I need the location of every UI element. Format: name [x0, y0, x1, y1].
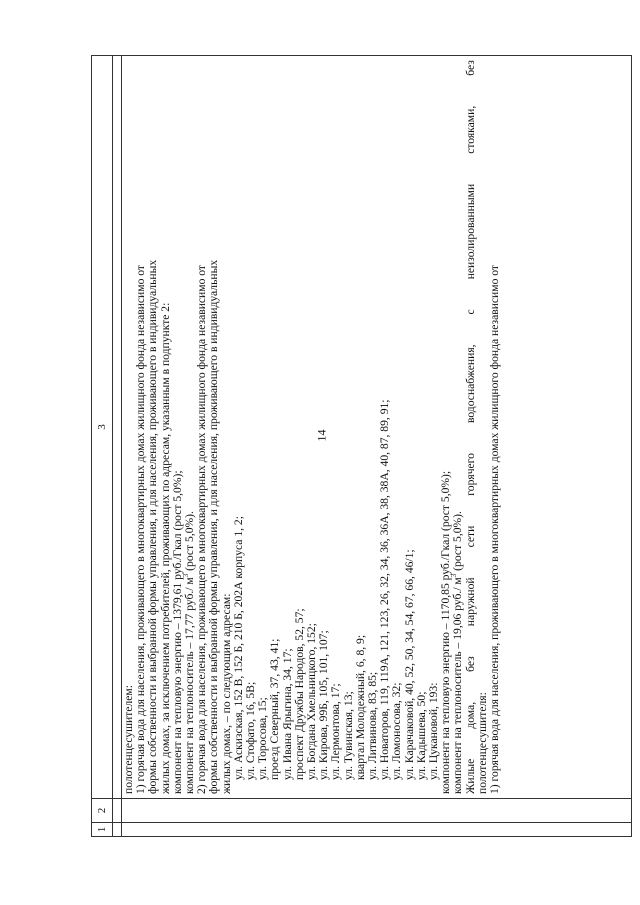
content-cell-2 [122, 799, 632, 823]
text-line: ул. Ломоносова, 32; [390, 682, 404, 780]
text-line: формы собственности и выбранной формы управления, и для населения, проживающего в индивидуальных [207, 259, 221, 794]
text-line: ул. Тувинская, 13; [341, 691, 355, 780]
spacer-cell-2 [113, 799, 122, 823]
spacer-row [113, 56, 122, 837]
text-line: ул. Кирова, 99Б, 105, 101, 107; [317, 630, 331, 780]
text-line: ул. Стофато, 16, 5В; [244, 681, 258, 780]
word: стояками, [463, 105, 477, 154]
word: сети [463, 525, 477, 548]
word: горячего [463, 453, 477, 496]
header-col-2: 2 [92, 799, 113, 823]
header-row [92, 56, 113, 837]
text-line: ул. Карачаковой, 40, 52, 50, 34, 54, 67, 66, 46/1; [402, 549, 416, 780]
text-line: ул. Цукановой, 193: [427, 682, 441, 780]
text-segment: компонент на теплоноситель – 19,06 руб./ м [451, 577, 465, 794]
text-line [465, 60, 477, 794]
text-line: проспект Дружбы Народов, 52, 57; [292, 608, 306, 780]
text-line: ул. Аскизская, 152 В, 152 Б, 210 Б, 202А корпуса 1, 2; [231, 516, 245, 780]
text-segment: компонент на теплоноситель – 17,77 руб./ м [183, 577, 197, 794]
content-cell-3 [122, 56, 632, 799]
word: с [463, 309, 477, 315]
text-line: полотенцесушителя: [475, 692, 489, 794]
word: Жилые [463, 758, 477, 794]
page-number: 14 [314, 429, 329, 442]
tariff-table-rotated [91, 55, 632, 837]
tariff-table [91, 55, 632, 837]
text-segment: (рост 5,0%). [451, 511, 465, 574]
text-line: ул. Кадышева, 50; [414, 691, 428, 780]
text-line: 1) горячая вода для населения, проживающего в многоквартирных домах жилищного фонда независимо от [134, 264, 148, 794]
text-line: полотенцесушителем: [122, 685, 135, 794]
text-line: проезд Северный, 37, 43, 41; [268, 638, 282, 780]
text-line: 2) горячая вода для населения, проживающего в многоквартирных домах жилищного фонда независимо от [195, 264, 209, 794]
header-col-3: 3 [92, 56, 113, 799]
text-line: ул. Литвинова, 83, 85; [366, 671, 380, 780]
text-line: ул. Ивана Ярыгина, 34, 17; [280, 648, 294, 780]
text-line: жилых домах, – по следующим адресам: [219, 593, 233, 794]
word: водоснабжения, [463, 344, 477, 424]
word: без [463, 656, 477, 672]
word: дома, [463, 701, 477, 729]
superscript: 3 [450, 573, 459, 578]
text-line: ул. Торосова, 15; [256, 697, 270, 780]
text-line: ул. Богдана Хмельницкого, 152; [305, 623, 319, 780]
spacer-cell-1 [113, 823, 122, 837]
word: без [463, 60, 477, 76]
spacer-cell-3 [113, 56, 122, 799]
text-line: квартал Молодежный, 6, 8, 9; [353, 634, 367, 780]
text-line: компонент на тепловую энергию – 1170,85 руб./Гкал (рост 5,0%); [439, 470, 453, 794]
word: наружной [463, 577, 477, 627]
text-line: 1) горячая вода для населения, проживающего в многоквартирных домах жилищного фонда независимо от [488, 264, 502, 794]
text-segment: (рост 5,0%). [183, 511, 197, 574]
content-cell-1 [122, 823, 632, 837]
text-line [452, 60, 464, 794]
text-line: ул. Лермонтова, 17; [329, 683, 343, 780]
content-row [122, 56, 632, 837]
header-col-1: 1 [92, 823, 113, 837]
word: неизолированными [463, 183, 477, 280]
text-line: ул. Новаторов, 119, 119А, 121, 123, 26, 32, 34, 36, 36А, 38, 38А, 40, 87, 89, 91; [378, 399, 392, 780]
text-line: компонент на тепловую энергию – 1379,61 руб./Гкал (рост 5,0%); [170, 470, 184, 794]
superscript: 3 [182, 573, 191, 578]
text-line: формы собственности и выбранной формы управления, и для населения, проживающего в индивидуальных [146, 259, 160, 794]
text-line: жилых домах, за исключением потребителей, проживающих по адресам, указанным в подпункте 2: [158, 302, 172, 794]
